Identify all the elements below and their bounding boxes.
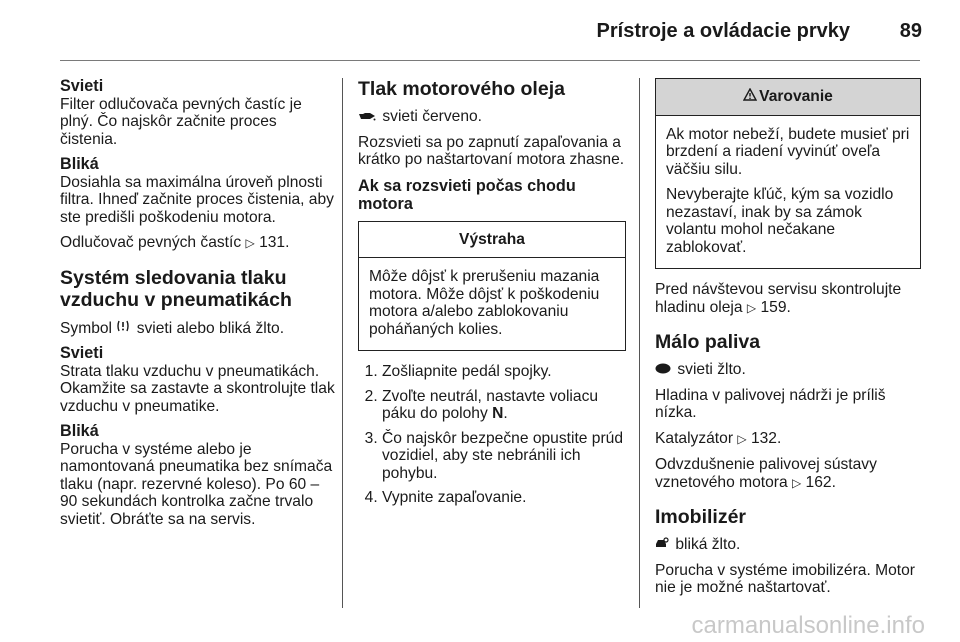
section-heading-fuel: Málo paliva (655, 331, 761, 353)
paragraph-text: bliká žlto. (675, 536, 741, 553)
list-item: 2. Zvoľte neutrál, nastavte voliacu páku do polohy N. (382, 388, 626, 423)
column-divider (342, 78, 343, 608)
paragraph: Dosiahla sa maximálna úroveň plnosti filtra. Ihneď začnite proces čistenia, aby ste predišli poškodeniu motora. (60, 173, 334, 226)
paragraph-with-reference (655, 456, 921, 492)
header-rule (60, 60, 920, 61)
paragraph-text: Pred návštevou servisu skontrolujte hladinu oleja (655, 281, 902, 316)
paragraph-oil-symbol (358, 108, 626, 126)
column-middle (358, 78, 626, 517)
paragraph-text: svieti alebo bliká žlto. (136, 319, 285, 337)
list-item: 4. Vypnite zapaľovanie. (382, 489, 626, 507)
paragraph: Porucha v systéme alebo je namontovaná pneumatika bez snímača tlaku (napr. rezervné koleso). Po 60 – 90 sekundách kontrolka začne trvalo svietiť. Obráťte sa na servis. (60, 440, 333, 528)
subheading-lit: Svieti (60, 77, 104, 95)
paragraph-with-reference (655, 281, 921, 317)
paragraph: Nevyberajte kľúč, kým sa vozidlo nezastaví, inak by sa zámok volantu mohol nečakane zablokovať. (666, 186, 894, 256)
paragraph-text: Symbol (60, 319, 112, 337)
paragraph-text: svieti žlto. (677, 361, 746, 378)
paragraph-with-reference (655, 430, 921, 449)
reference-triangle-icon: ▷ (737, 431, 747, 446)
paragraph: Strata tlaku vzduchu v pneumatikách. Okamžite sa zastavte a skontrolujte tlak vzduchu v pneumatike. (60, 362, 335, 415)
paragraph-text: Odlučovač pevných častíc (60, 234, 242, 251)
paragraph-with-reference (60, 234, 335, 253)
caution-box (655, 78, 921, 269)
paragraph-text: Odvzdušnenie palivovej sústavy vznetového motora (655, 456, 877, 491)
notice-box-body (359, 258, 625, 350)
column-right (655, 78, 921, 605)
paragraph: Hladina v palivovej nádrži je príliš nízka. (655, 386, 886, 421)
paragraph-text: svieti červeno. (382, 108, 483, 125)
section-heading-immobilizer: Imobilizér (655, 506, 747, 528)
list-item-text: Zvoľte neutrál, nastavte voliacu páku do polohy (382, 387, 599, 422)
reference-triangle-icon: ▷ (245, 236, 255, 250)
page-reference[interactable]: 159. (760, 298, 791, 316)
notice-box (358, 221, 626, 352)
gear-position-neutral: N (492, 405, 504, 422)
page-reference[interactable]: 162. (805, 473, 836, 491)
section-heading-tpms: Systém sledovania tlaku vzduchu v pneumatikách (60, 266, 292, 311)
car-key-icon (655, 536, 669, 554)
caution-box-title (656, 79, 920, 116)
notice-box-title: Výstraha (359, 222, 625, 259)
list-item: 3. Čo najskôr bezpečne opustite prúd vozidiel, aby ste nebránili ich pohybu. (382, 430, 626, 483)
paragraph-fuel-symbol (655, 361, 921, 379)
page-reference[interactable]: 131. (259, 234, 290, 251)
paragraph: Filter odlučovača pevných častíc je plný. Čo najskôr začnite proces čistenia. (60, 95, 302, 148)
paragraph-text: Katalyzátor (655, 429, 734, 447)
list-item: 1. Zošliapnite pedál spojky. (382, 363, 626, 381)
fuel-drop-icon (655, 361, 671, 379)
warning-triangle-icon (743, 88, 757, 106)
reference-triangle-icon: ▷ (791, 475, 802, 490)
tire-pressure-icon (116, 319, 130, 338)
caution-box-body (656, 116, 920, 269)
paragraph: Rozsvieti sa po zapnutí zapaľovania a krátko po naštartovaní motora zhasne. (358, 133, 625, 168)
subsection-heading: Ak sa rozsvieti počas chodu motora (358, 176, 576, 213)
column-divider (639, 78, 640, 608)
paragraph: Ak motor nebeží, budete musieť pri brzdení a riadení vyvinúť oveľa väčšiu silu. (666, 125, 910, 178)
section-heading-oil: Tlak motorového oleja (358, 78, 565, 100)
paragraph-tpms-symbol (60, 319, 335, 338)
steps-list (358, 363, 626, 507)
paragraph: Porucha v systéme imobilizéra. Motor nie je možné naštartovať. (655, 561, 915, 596)
reference-triangle-icon: ▷ (746, 300, 757, 315)
page-header-title: Prístroje a ovládacie prvky (596, 20, 850, 42)
paragraph: Môže dôjsť k prerušeniu mazania motora. Môže dôjsť k poškodeniu motora a/alebo zablokovaniu poháňaných kolies. (369, 268, 600, 338)
subheading-flashing: Bliká (60, 422, 99, 440)
paragraph-immo-symbol (655, 536, 921, 554)
page-reference[interactable]: 132. (750, 429, 782, 447)
oil-can-icon (358, 108, 376, 126)
column-left (60, 78, 335, 536)
page-number: 89 (899, 20, 922, 42)
subheading-flashing: Bliká (60, 155, 99, 173)
watermark: carmanualsonline.info (691, 612, 925, 639)
caution-title-text: Varovanie (759, 88, 833, 105)
subheading-lit: Svieti (60, 344, 104, 362)
